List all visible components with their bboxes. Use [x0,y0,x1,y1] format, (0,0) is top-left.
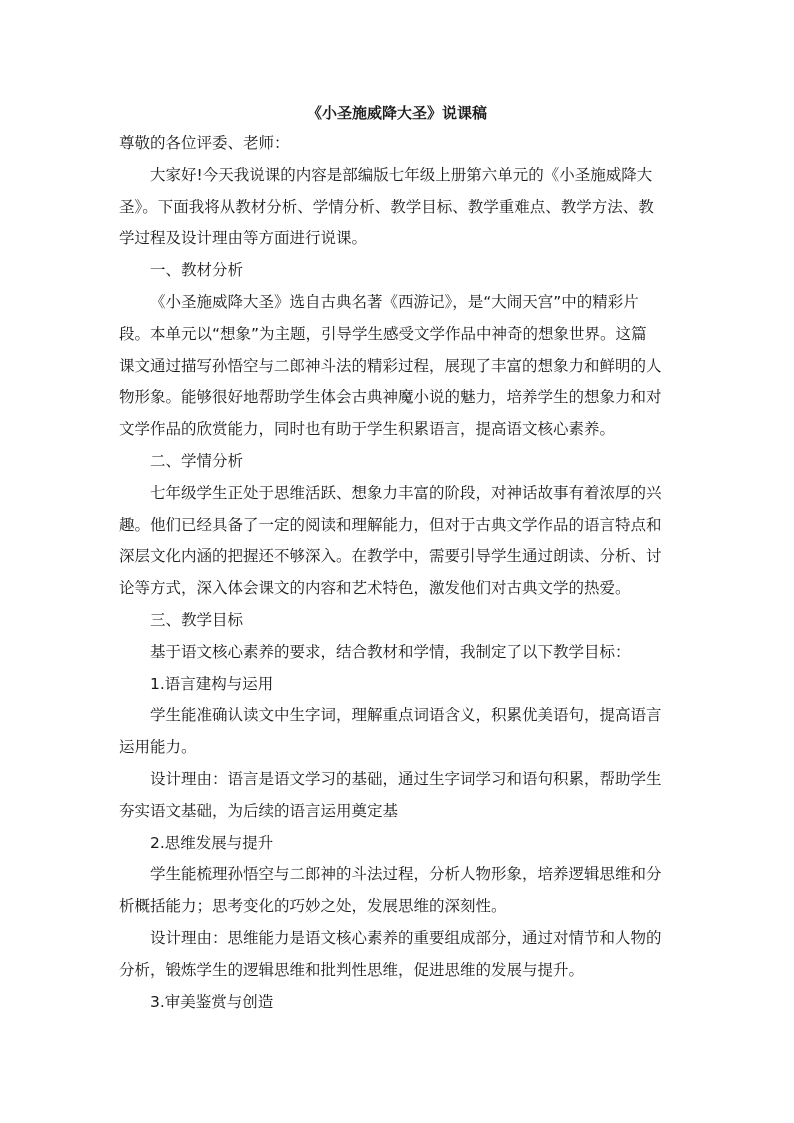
paragraph-line: 学生能梳理孙悟空与二郎神的斗法过程，分析人物形象，培养逻辑思维和分 [150,865,662,884]
goal-heading: 2.思维发展与提升 [150,833,274,852]
section-heading: 三、教学目标 [150,610,244,629]
section-heading: 二、学情分析 [150,451,244,470]
paragraph-line: 文学作品的欣赏能力，同时也有助于学生积累语言，提高语文核心素养。 [119,420,616,439]
paragraph-line: 夯实语文基础，为后续的语言运用奠定基 [119,801,399,820]
paragraph-line: 分析，锻炼学生的逻辑思维和批判性思维，促进思维的发展与提升。 [119,960,585,979]
paragraph-line: 运用能力。 [119,738,197,757]
goal-paragraph [119,700,675,764]
paragraph-line: 论等方式，深入体会课文的内容和艺术特色，激发他们对古典文学的热爱。 [119,579,631,598]
paragraph-line: 《小圣施威降大圣》选自古典名著《西游记》，是“大闹天宫”中的精彩片 [150,292,639,311]
section-heading: 一、教材分析 [150,261,244,280]
student-analysis-paragraph [119,478,675,605]
paragraph-line: 课文通过描写孙悟空与二郎神斗法的精彩过程，展现了丰富的想象力和鲜明的人 [119,356,662,375]
paragraph-line: 大家好!今天我说课的内容是部编版七年级上册第六单元的《小圣施威降大 [150,165,653,184]
paragraph-line: 物形象。能够很好地帮助学生体会古典神魔小说的魅力，培养学生的想象力和对 [119,388,662,407]
textbook-analysis-paragraph [119,287,675,446]
goal-heading: 3.审美鉴赏与创造 [150,992,274,1011]
paragraph-line: 析概括能力；思考变化的巧妙之处，发展思维的深刻性。 [119,897,507,916]
goal-heading: 1.语言建构与运用 [150,674,274,693]
document-body [119,98,675,1018]
paragraph-line: 七年级学生正处于思维活跃、想象力丰富的阶段，对神话故事有着浓厚的兴 [150,483,662,502]
intro-paragraph [119,160,675,255]
paragraph-line: 设计理由：语言是语文学习的基础，通过生字词学习和语句积累，帮助学生 [150,769,662,788]
paragraph-line: 学过程及设计理由等方面进行说课。 [119,229,368,248]
goal-paragraph [119,859,675,923]
paragraph-line: 设计理由：思维能力是语文核心素养的重要组成部分，通过对情节和人物的 [150,928,662,947]
paragraph-line: 段。本单元以“想象”为主题，引导学生感受文学作品中神奇的想象世界。这篇 [119,324,647,343]
paragraph-line: 趣。他们已经具备了一定的阅读和理解能力，但对于古典文学作品的语言特点和 [119,515,662,534]
paragraph-line: 深层文化内涵的把握还不够深入。在教学中，需要引导学生通过朗读、分析、讨 [119,547,662,566]
salutation: 尊敬的各位评委、老师： [119,134,290,152]
design-reason-paragraph [119,764,675,828]
document-title: 《小圣施威降大圣》说课稿 [306,104,487,122]
design-reason-paragraph [119,923,675,987]
paragraph-line: 圣》。下面我将从教材分析、学情分析、教学目标、教学重难点、教学方法、教 [119,197,654,216]
goals-intro: 基于语文核心素养的要求，结合教材和学情，我制定了以下教学目标： [150,642,631,661]
paragraph-line: 学生能准确认读文中生字词，理解重点词语含义，积累优美语句，提高语言 [150,706,662,725]
